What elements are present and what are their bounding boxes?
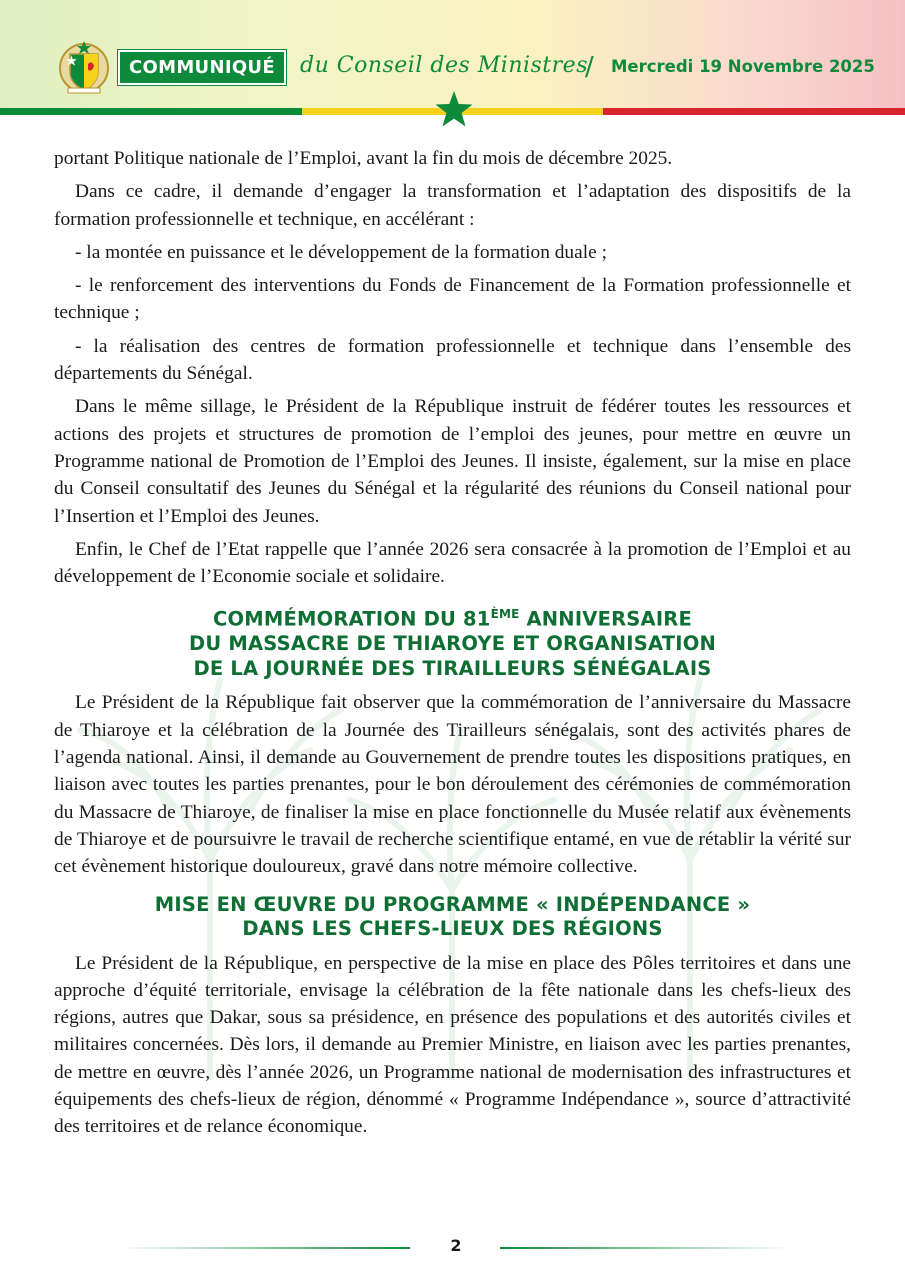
paragraph-training: Dans ce cadre, il demande d’engager la transformation et l’adaptation des dispositifs de la formation professionnelle et technique, en accélérant :	[54, 181, 851, 230]
flag-stripe-green	[0, 108, 302, 115]
bullet-funding: - le renforcement des interventions du Fonds de Financement de la Formation professionnelle et technique ;	[54, 275, 851, 324]
section-heading-independance	[54, 893, 851, 942]
section-heading-thiaroye	[54, 602, 851, 681]
paragraph-independance: Le Président de la République, en perspective de la mise en place des Pôles territoires et dans une approche d’équité territoriale, envisage la célébration de la fête nationale dans les chefs-lieux des régions, autres que Dakar, sous sa présidence, en présence des populations et des autorités civiles et militaires concernées. Dès lors, il demande au Premier Ministre, en liaison avec les parties prenantes, de mettre en œuvre, dès l’année 2026, un Programme national de modernisation des infrastructures et équipements des chefs-lieux de région, dénommé « Programme Indépendance », source d’attractivité des territoires et de relance économique.	[54, 952, 851, 1138]
paragraph-continuation: portant Politique nationale de l’Emploi, avant la fin du mois de décembre 2025.	[54, 148, 673, 169]
flag-stripe-red	[603, 108, 905, 115]
bullet-dual-training: - la montée en puissance et le développement de la formation duale ;	[75, 241, 607, 263]
communique-body	[54, 145, 851, 1141]
footer-rule-right	[500, 1247, 792, 1249]
communique-badge: COMMUNIQUÉ	[118, 50, 286, 85]
section-heading-independance-line2: DANS LES CHEFS-LIEUX DES RÉGIONS	[242, 917, 663, 941]
senegal-coat-of-arms-icon	[58, 38, 110, 98]
section-heading-thiaroye-line2: DU MASSACRE DE THIAROYE ET ORGANISATION	[189, 632, 716, 656]
section-heading-thiaroye-line1: COMMÉMORATION DU 81ÈME ANNIVERSAIRE	[212, 607, 693, 631]
paragraph-youth-employment: Dans le même sillage, le Président de la République instruit de fédérer toutes les ressources et actions des projets et structures de promotion de l’emploi des jeunes, pour mettre en œuvre un Programme national de Promotion de l’Emploi des Jeunes. Il insiste, également, sur la mise en place du Conseil consultatif des Jeunes du Sénégal et la régularité des réunions du Conseil national pour l’Insertion et l’Emploi des Jeunes.	[54, 396, 851, 527]
green-star-icon	[434, 89, 474, 129]
meeting-date: Mercredi 19 Novembre 2025	[611, 57, 875, 76]
paragraph-thiaroye: Le Président de la République fait observer que la commémoration de l’anniversaire du Massacre de Thiaroye et la célébration de la Journée des Tirailleurs sénégalais, sont des activités phares de l’agenda national. Ainsi, il demande au Gouvernement de prendre toutes les dispositions pratiques, en liaison avec toutes les parties prenantes, pour le bon déroulement des cérémonies de commémoration du Massacre de Thiaroye, de finaliser la mise en place fonctionnelle du Musée relatif aux évènements de Thiaroye et de poursuivre le travail de recherche scientifique entamé, en vue de rétablir la vérité sur cet évènement historique douloureux, gravé dans notre mémoire collective.	[54, 692, 851, 878]
page-number: 2	[450, 1236, 462, 1255]
footer-rule-left	[118, 1247, 410, 1249]
header-separator: /	[585, 52, 594, 82]
council-subtitle: du Conseil des Ministres	[300, 53, 588, 78]
bullet-centres: - la réalisation des centres de formation professionnelle et technique dans l’ensemble des départements du Sénégal.	[54, 335, 851, 385]
section-heading-independance-line1: MISE EN ŒUVRE DU PROGRAMME « INDÉPENDANCE »	[154, 892, 751, 916]
paragraph-year-2026: Enfin, le Chef de l’Etat rappelle que l’année 2026 sera consacrée à la promotion de l’Emploi et au développement de l’Economie sociale et solidaire.	[54, 538, 851, 588]
section-heading-thiaroye-line3: DE LA JOURNÉE DES TIRAILLEURS SÉNÉGALAIS	[193, 656, 712, 680]
